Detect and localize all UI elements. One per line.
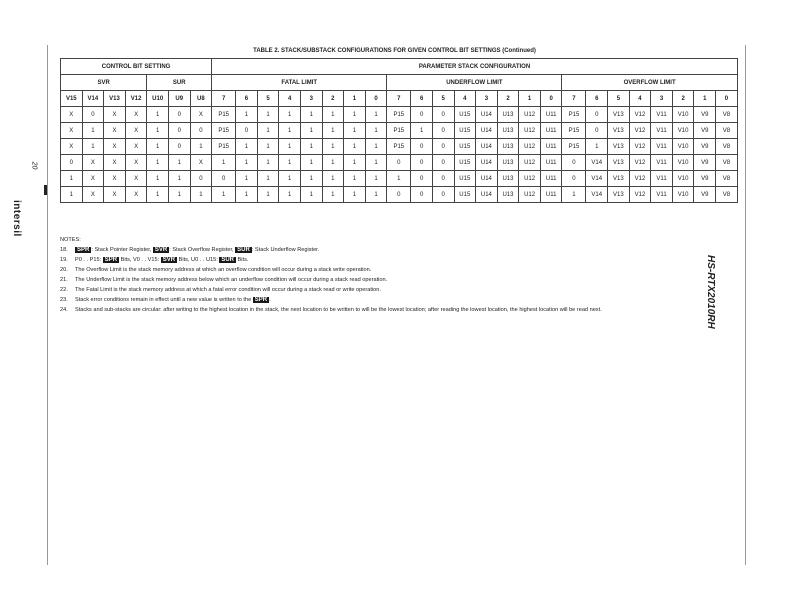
table-cell: 1 [147, 107, 169, 123]
table-cell: 0 [432, 123, 454, 139]
column-label: 5 [608, 91, 630, 107]
table-cell: 1 [190, 139, 212, 155]
sur-tag: SUR [237, 247, 250, 253]
table-cell: 1 [257, 107, 279, 123]
column-label: 2 [322, 91, 344, 107]
column-label: 6 [236, 91, 258, 107]
table-cell: V10 [672, 155, 694, 171]
table-cell: U15 [454, 155, 476, 171]
table-cell: 1 [365, 139, 387, 155]
note-21: 21. The Underflow Limit is the stack memory address below which an underflow condition will occur during a stack read operation. [60, 277, 388, 283]
table-cell: 1 [236, 139, 258, 155]
table-cell: 1 [236, 107, 258, 123]
table-cell: U13 [497, 123, 519, 139]
left-margin-rule [47, 45, 48, 565]
table-cell: V11 [651, 139, 673, 155]
table-cell: 1 [411, 123, 433, 139]
table-cell: 0 [168, 139, 190, 155]
table-cell: X [104, 171, 126, 187]
table-cell: 1 [300, 123, 322, 139]
table-cell: U12 [519, 155, 541, 171]
table-cell: 1 [190, 187, 212, 203]
column-label: 4 [279, 91, 301, 107]
table-cell: X [104, 107, 126, 123]
table-cell: X [61, 107, 83, 123]
column-label: 5 [432, 91, 454, 107]
table-cell: V10 [672, 187, 694, 203]
column-label: V12 [125, 91, 147, 107]
table-cell: V8 [716, 187, 738, 203]
table-cell: 0 [212, 171, 236, 187]
table-cell: U12 [519, 171, 541, 187]
table-cell: X [190, 107, 212, 123]
column-label: 2 [672, 91, 694, 107]
table-cell: 0 [190, 123, 212, 139]
table-cell: V9 [694, 107, 716, 123]
column-label: 3 [651, 91, 673, 107]
table-cell: X [125, 107, 147, 123]
table-cell: 1 [61, 171, 83, 187]
table-cell: U14 [476, 123, 498, 139]
page-number: 20 [30, 161, 38, 170]
svr-tag: SVR [154, 247, 168, 253]
table-cell: X [125, 155, 147, 171]
table-cell: V12 [629, 171, 651, 187]
table-cell: V9 [694, 187, 716, 203]
table-cell: P15 [212, 139, 236, 155]
column-label: V14 [82, 91, 104, 107]
table-cell: 1 [168, 155, 190, 171]
column-label: 7 [212, 91, 236, 107]
table-cell: U11 [540, 187, 562, 203]
table-cell: 1 [562, 187, 586, 203]
table-cell: V8 [716, 155, 738, 171]
table-cell: 1 [257, 123, 279, 139]
table-cell: 1 [279, 155, 301, 171]
configuration-table [60, 58, 738, 203]
table-cell: 1 [365, 155, 387, 171]
table-cell: U14 [476, 187, 498, 203]
table-cell: 1 [236, 171, 258, 187]
table-cell: V10 [672, 123, 694, 139]
table-cell: U12 [519, 139, 541, 155]
header-row-2 [61, 75, 738, 91]
param-stack-header: PARAMETER STACK CONFIGURATION [212, 59, 738, 75]
note-23: 23. Stack error conditions remain in effect until a new value is written to the SPR . [60, 297, 271, 303]
table-cell: U13 [497, 171, 519, 187]
table-cell: 0 [168, 107, 190, 123]
table-cell: U11 [540, 171, 562, 187]
table-cell: 1 [387, 171, 411, 187]
table-cell: P15 [387, 123, 411, 139]
note-18: 18. SPR : Stack Pointer Register, SVR : Stack Overflow Register, SUR : Stack Underflow Register. [60, 247, 320, 253]
svr-tag: SVR [162, 257, 176, 263]
table-cell: U15 [454, 139, 476, 155]
table-cell: 1 [344, 155, 366, 171]
table-cell: 0 [61, 155, 83, 171]
table-cell: 1 [82, 139, 104, 155]
table-cell: 1 [322, 171, 344, 187]
table-cell: V12 [629, 155, 651, 171]
table-cell: 1 [300, 187, 322, 203]
table-cell: 1 [257, 139, 279, 155]
table-cell: V9 [694, 155, 716, 171]
table-cell: V8 [716, 171, 738, 187]
column-label: 7 [562, 91, 586, 107]
table-cell: 1 [322, 123, 344, 139]
table-cell: 1 [344, 187, 366, 203]
table-cell: 1 [82, 123, 104, 139]
table-cell: 0 [82, 107, 104, 123]
table-cell: U14 [476, 155, 498, 171]
table-cell: 1 [300, 139, 322, 155]
table-cell: U15 [454, 123, 476, 139]
table-cell: X [104, 139, 126, 155]
spr-tag: SPR [104, 257, 118, 263]
table-cell: 1 [322, 155, 344, 171]
table-cell: 1 [236, 187, 258, 203]
table-cell: 1 [279, 139, 301, 155]
column-label: 0 [716, 91, 738, 107]
table-cell: 1 [168, 187, 190, 203]
table-cell: V12 [629, 123, 651, 139]
table-cell: X [104, 155, 126, 171]
table-cell: 1 [212, 187, 236, 203]
overflow-limit-header: OVERFLOW LIMIT [562, 75, 737, 91]
table-row [61, 139, 738, 155]
table-cell: X [125, 123, 147, 139]
table-cell: 1 [365, 107, 387, 123]
table-cell: 0 [411, 187, 433, 203]
table-cell: P15 [212, 123, 236, 139]
table-cell: X [125, 187, 147, 203]
table-cell: V11 [651, 107, 673, 123]
table-row [61, 107, 738, 123]
table-cell: U12 [519, 123, 541, 139]
column-label: 6 [586, 91, 608, 107]
table-cell: X [190, 155, 212, 171]
notes-section [60, 235, 736, 315]
table-cell: V9 [694, 123, 716, 139]
table-cell: U14 [476, 139, 498, 155]
table-cell: V14 [586, 171, 608, 187]
table-cell: V11 [651, 123, 673, 139]
column-label-row [61, 91, 738, 107]
table-cell: 1 [300, 171, 322, 187]
table-cell: X [104, 187, 126, 203]
table-cell: 0 [387, 187, 411, 203]
table-cell: 1 [257, 155, 279, 171]
table-cell: U13 [497, 139, 519, 155]
table-cell: V8 [716, 107, 738, 123]
column-label: 2 [497, 91, 519, 107]
table-cell: 1 [61, 187, 83, 203]
table-cell: U12 [519, 107, 541, 123]
table-cell: V14 [586, 187, 608, 203]
table-cell: 0 [411, 107, 433, 123]
table-cell: 1 [322, 139, 344, 155]
column-label: U9 [168, 91, 190, 107]
table-cell: P15 [212, 107, 236, 123]
svr-header: SVR [61, 75, 147, 91]
table-cell: U13 [497, 155, 519, 171]
table-cell: 0 [432, 187, 454, 203]
table-cell: 0 [432, 155, 454, 171]
table-cell: U11 [540, 155, 562, 171]
table-cell: 1 [300, 107, 322, 123]
table-cell: X [125, 139, 147, 155]
table-cell: 1 [147, 123, 169, 139]
table-cell: 1 [279, 187, 301, 203]
table-cell: X [125, 171, 147, 187]
note-20: 20. The Overflow Limit is the stack memory address at which an overflow condition will occur during a stack write operation. [60, 267, 372, 273]
table-cell: 0 [586, 107, 608, 123]
column-label: 6 [411, 91, 433, 107]
table-cell: V9 [694, 139, 716, 155]
table-cell: 0 [562, 171, 586, 187]
table-cell: V13 [608, 107, 630, 123]
table-row [61, 155, 738, 171]
table-cell: 1 [168, 171, 190, 187]
table-cell: X [61, 123, 83, 139]
table-body [61, 107, 738, 203]
table-cell: V11 [651, 155, 673, 171]
table-cell: 1 [344, 123, 366, 139]
table-cell: X [82, 155, 104, 171]
table-cell: 1 [147, 155, 169, 171]
table-cell: V10 [672, 171, 694, 187]
table-cell: P15 [562, 107, 586, 123]
table-cell: U15 [454, 171, 476, 187]
notes-heading: NOTES: [60, 237, 81, 243]
table-cell: X [61, 139, 83, 155]
column-label: V15 [61, 91, 83, 107]
table-cell: P15 [562, 123, 586, 139]
column-label: V13 [104, 91, 126, 107]
table-cell: 1 [279, 171, 301, 187]
table-cell: 0 [586, 123, 608, 139]
company-logo: intersil [11, 200, 22, 237]
table-cell: 0 [168, 123, 190, 139]
table-title: TABLE 2. STACK/SUBSTACK CONFIGURATIONS FOR GIVEN CONTROL BIT SETTINGS (Continued) [253, 48, 536, 54]
table-cell: V10 [672, 139, 694, 155]
column-label: U8 [190, 91, 212, 107]
column-label: 1 [519, 91, 541, 107]
sur-header: SUR [147, 75, 212, 91]
table-cell: 0 [190, 171, 212, 187]
table-cell: V12 [629, 107, 651, 123]
table-cell: U12 [519, 187, 541, 203]
table-cell: V14 [586, 155, 608, 171]
table-cell: V13 [608, 139, 630, 155]
spr-tag: SPR [254, 297, 268, 303]
table-cell: V12 [629, 187, 651, 203]
table-cell: 1 [147, 171, 169, 187]
note-24: 24. Stacks and sub-stacks are circular: after writing to the highest location in the stack, the next location to be written to will be the lowest location; after reading the lowest location, the highest location will be read next. [60, 307, 602, 313]
table-cell: 0 [236, 123, 258, 139]
note-19: 19. P0 . . P15: SPR Bits, V0 . . V15: SVR Bits, U0 . . U15: SUR Bits. [60, 257, 249, 263]
table-cell: V13 [608, 187, 630, 203]
column-label: 7 [387, 91, 411, 107]
table-cell: 0 [387, 155, 411, 171]
table-cell: V13 [608, 171, 630, 187]
right-margin-rule [745, 45, 746, 565]
table-cell: U11 [540, 139, 562, 155]
table-cell: 1 [300, 155, 322, 171]
table-cell: 1 [365, 187, 387, 203]
column-label: 1 [344, 91, 366, 107]
table-cell: U13 [497, 107, 519, 123]
table-row [61, 123, 738, 139]
logo-mark [44, 185, 47, 195]
table-cell: 1 [279, 107, 301, 123]
table-cell: V8 [716, 123, 738, 139]
table-cell: U11 [540, 107, 562, 123]
column-label: 4 [629, 91, 651, 107]
table-cell: V9 [694, 171, 716, 187]
document-title: HS-RTX2010RH [705, 255, 716, 329]
column-label: 4 [454, 91, 476, 107]
table-cell: 0 [411, 155, 433, 171]
table-cell: X [104, 123, 126, 139]
table-cell: 1 [344, 107, 366, 123]
table-cell: 1 [322, 107, 344, 123]
table-cell: 1 [279, 123, 301, 139]
table-cell: 0 [432, 171, 454, 187]
table-cell: V11 [651, 171, 673, 187]
table-cell: 1 [365, 123, 387, 139]
table-cell: P15 [562, 139, 586, 155]
spr-tag: SPR [77, 247, 90, 253]
column-label: 0 [365, 91, 387, 107]
table-cell: 1 [147, 187, 169, 203]
table-cell: 0 [432, 107, 454, 123]
table-row [61, 171, 738, 187]
table-cell: 0 [432, 139, 454, 155]
table-cell: 1 [365, 171, 387, 187]
table-cell: 0 [562, 155, 586, 171]
column-label: 3 [300, 91, 322, 107]
header-row-1 [61, 59, 738, 75]
table-cell: X [82, 187, 104, 203]
underflow-limit-header: UNDERFLOW LIMIT [387, 75, 562, 91]
table-cell: 0 [411, 139, 433, 155]
table-cell: 1 [344, 171, 366, 187]
table-cell: U14 [476, 107, 498, 123]
note-22: 22. The Fatal Limit is the stack memory address at which a fatal error condition will occur during a stack read or write operation. [60, 287, 381, 293]
table-cell: 1 [344, 139, 366, 155]
sur-tag: SUR [221, 257, 234, 263]
table-cell: U14 [476, 171, 498, 187]
table-cell: 1 [147, 139, 169, 155]
column-label: 3 [476, 91, 498, 107]
table-cell: U15 [454, 187, 476, 203]
table-cell: V13 [608, 155, 630, 171]
table-row [61, 187, 738, 203]
table-cell: V10 [672, 107, 694, 123]
table-cell: 1 [257, 187, 279, 203]
table-cell: U11 [540, 123, 562, 139]
column-label: 0 [540, 91, 562, 107]
column-label: 1 [694, 91, 716, 107]
table-cell: V8 [716, 139, 738, 155]
table-cell: X [82, 171, 104, 187]
column-label: 5 [257, 91, 279, 107]
table-cell: P15 [387, 107, 411, 123]
table-cell: P15 [387, 139, 411, 155]
table-cell: 1 [322, 187, 344, 203]
table-cell: 0 [411, 171, 433, 187]
table-cell: 1 [212, 155, 236, 171]
table-cell: 1 [236, 155, 258, 171]
control-bit-header: CONTROL BIT SETTING [61, 59, 212, 75]
table-cell: V11 [651, 187, 673, 203]
fatal-limit-header: FATAL LIMIT [212, 75, 387, 91]
table-cell: 1 [257, 171, 279, 187]
column-label: U10 [147, 91, 169, 107]
table-cell: V13 [608, 123, 630, 139]
table-cell: U13 [497, 187, 519, 203]
table-cell: U15 [454, 107, 476, 123]
table-cell: V12 [629, 139, 651, 155]
table-cell: 1 [586, 139, 608, 155]
